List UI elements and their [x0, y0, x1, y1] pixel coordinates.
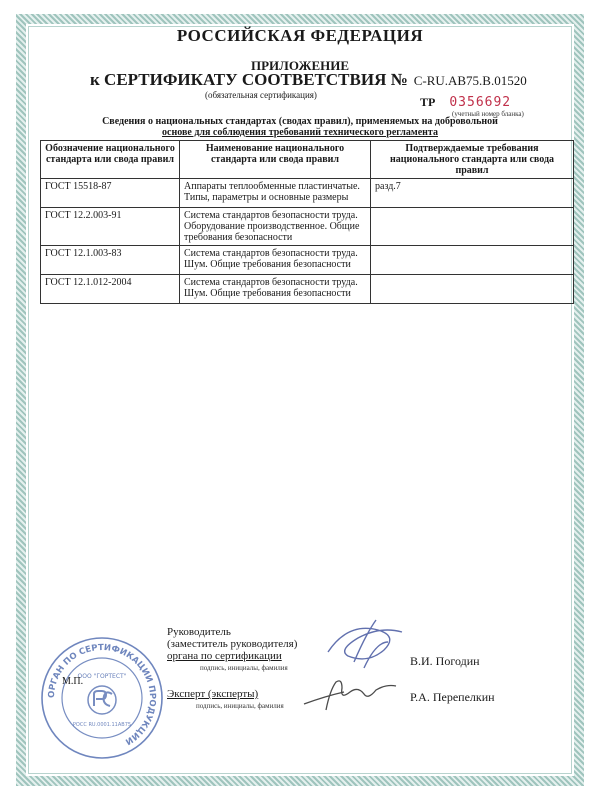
blank-number-block — [420, 95, 511, 110]
expert-label: Эксперт (эксперты) — [167, 688, 259, 700]
head-signature — [318, 612, 418, 676]
standard-name: Система стандартов безопасности труда. Оборудование производственное. Общие требования безопасности — [180, 208, 371, 246]
expert-signature-caption: подпись, инициалы, фамилия — [196, 702, 284, 710]
annex-title: ПРИЛОЖЕНИЕ — [250, 58, 350, 73]
standard-requirement — [371, 275, 574, 304]
blank-number-caption: (учетный номер бланка) — [452, 110, 524, 118]
standards-info-heading — [68, 116, 532, 138]
table-row — [41, 179, 574, 208]
table-header-row — [41, 141, 574, 179]
standard-code: ГОСТ 12.1.003-83 — [41, 246, 180, 275]
header-name: Наименование национального стандарта или свода правил — [180, 141, 371, 179]
head-name: В.И. Погодин — [410, 654, 480, 668]
header-designation: Обозначение национального стандарта или свода правил — [41, 141, 180, 179]
seal-company: ООО "ГОРТЕСТ" — [77, 673, 127, 680]
seal-logo-icon — [88, 686, 116, 714]
seal-place-label: М.П. — [62, 676, 84, 687]
expert-name: Р.А. Перепелкин — [410, 690, 495, 704]
standard-requirement: разд.7 — [371, 179, 574, 208]
table-row — [41, 275, 574, 304]
country-title: РОССИЙСКАЯ ФЕДЕРАЦИЯ — [176, 26, 424, 45]
tp-label: ТР — [420, 95, 436, 109]
head-title-line-1: Руководитель — [167, 626, 231, 638]
standards-table — [40, 140, 574, 304]
certificate-title-text: к СЕРТИФИКАТУ СООТВЕТСТВИЯ № — [90, 70, 408, 89]
seal-ring-text: ОРГАН ПО СЕРТИФИКАЦИИ ПРОДУКЦИИ — [46, 642, 158, 747]
info-line-2: основе для соблюдения требований технического регламента — [162, 127, 438, 138]
standard-requirement — [371, 246, 574, 275]
standard-code: ГОСТ 15518-87 — [41, 179, 180, 208]
seal-registration: РОСС RU.0001.11АВ75 — [72, 722, 132, 728]
standard-name: Аппараты теплообменные пластинчатые. Типы, параметры и основные размеры — [180, 179, 371, 208]
certification-type: (обязательная сертификация) — [205, 90, 317, 100]
header-requirements: Подтверждаемые требования национального стандарта или свода правил — [371, 141, 574, 179]
head-signature-caption: подпись, инициалы, фамилия — [200, 664, 288, 672]
table-row — [41, 208, 574, 246]
standard-code: ГОСТ 12.1.012-2004 — [41, 275, 180, 304]
certification-seal — [38, 634, 166, 762]
standard-name: Система стандартов безопасности труда. Шум. Общие требования безопасности — [180, 275, 371, 304]
certificate-title — [90, 70, 570, 90]
head-title-line-3: органа по сертификации — [167, 650, 282, 662]
certificate-number: C-RU.AB75.B.01520 — [413, 73, 527, 88]
blank-number: 0356692 — [449, 95, 512, 110]
standard-name: Система стандартов безопасности труда. Шум. Общие требования безопасности — [180, 246, 371, 275]
info-line-1: Сведения о национальных стандартах (сводах правил), применяемых на добровольной — [102, 116, 498, 127]
standard-requirement — [371, 208, 574, 246]
table-row — [41, 246, 574, 275]
standard-code: ГОСТ 12.2.003-91 — [41, 208, 180, 246]
head-title-line-2: (заместитель руководителя) — [167, 638, 298, 650]
expert-signature — [296, 670, 406, 720]
